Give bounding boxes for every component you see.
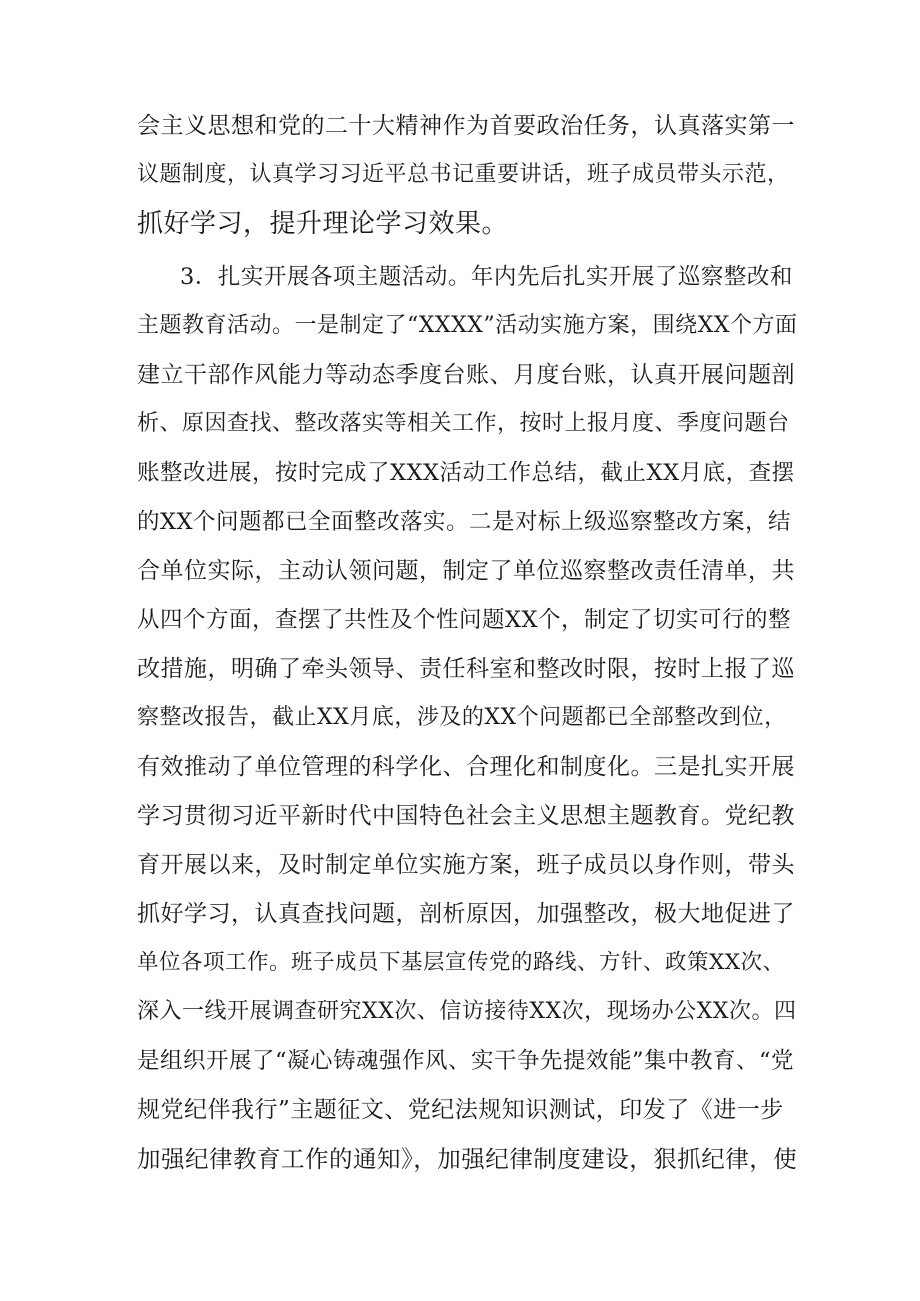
- text-line: 的XX个问题都已全面整改落实。二是对标上级巡察整改方案，结: [137, 509, 792, 535]
- text-line: 议题制度，认真学习习近平总书记重要讲话，班子成员带头示范，: [137, 162, 790, 187]
- text-line: 育开展以来，及时制定单位实施方案，班子成员以身作则，带头: [137, 852, 795, 878]
- text-line: 加强纪律教育工作的通知》，加强纪律制度建设，狠抓纪律，使: [137, 1145, 798, 1173]
- text-line: 有效推动了单位管理的科学化、合理化和制度化。三是扎实开展: [137, 754, 795, 780]
- text-line: 析、原因查找、整改落实等相关工作，按时上报月度、季度问题台: [137, 411, 790, 436]
- text-line: 会主义思想和党的二十大精神作为首要政治任务，认真落实第一: [137, 113, 795, 139]
- text-line: 单位各项工作。班子成员下基层宣传党的路线、方针、政策XX次、: [137, 950, 785, 975]
- text-line: 察整改报告，截止XX月底，涉及的XX个问题都已全部整改到位，: [137, 705, 787, 730]
- text-line: 主题教育活动。一是制定了“XXXX”活动实施方案，围绕XX个方面: [137, 313, 798, 338]
- section-heading-line: 3．扎实开展各项主题活动。年内先后扎实开展了巡察整改和: [180, 264, 793, 290]
- text-line: 抓好学习，提升理论学习效果。: [137, 209, 509, 239]
- text-line: 是组织开展了“凝心铸魂强作风、实干争先提效能”集中教育、“党: [137, 1048, 795, 1074]
- text-line: 建立干部作风能力等动态季度台账、月度台账，认真开展问题剖: [137, 362, 795, 388]
- text-line: 学习贯彻习近平新时代中国特色社会主义思想主题教育。党纪教: [137, 803, 795, 829]
- text-line: 合单位实际，主动认领问题，制定了单位巡察整改责任清单，共: [137, 558, 795, 584]
- text-line: 规党纪伴我行”主题征文、党纪法规知识测试，印发了《进一步: [137, 1097, 784, 1123]
- text-line: 改措施，明确了牵头领导、责任科室和整改时限，按时上报了巡: [137, 656, 795, 682]
- text-line: 账整改进展，按时完成了XXX活动工作总结，截止XX月底，查摆: [137, 460, 795, 486]
- text-line: 从四个方面，查摆了共性及个性问题XX个，制定了切实可行的整: [137, 607, 792, 633]
- text-line: 深入一线开展调查研究XX次、信访接待XX次，现场办公XX次。四: [137, 999, 797, 1024]
- text-line: 抓好学习，认真查找问题，剖析原因，加强整改，极大地促进了: [137, 901, 795, 927]
